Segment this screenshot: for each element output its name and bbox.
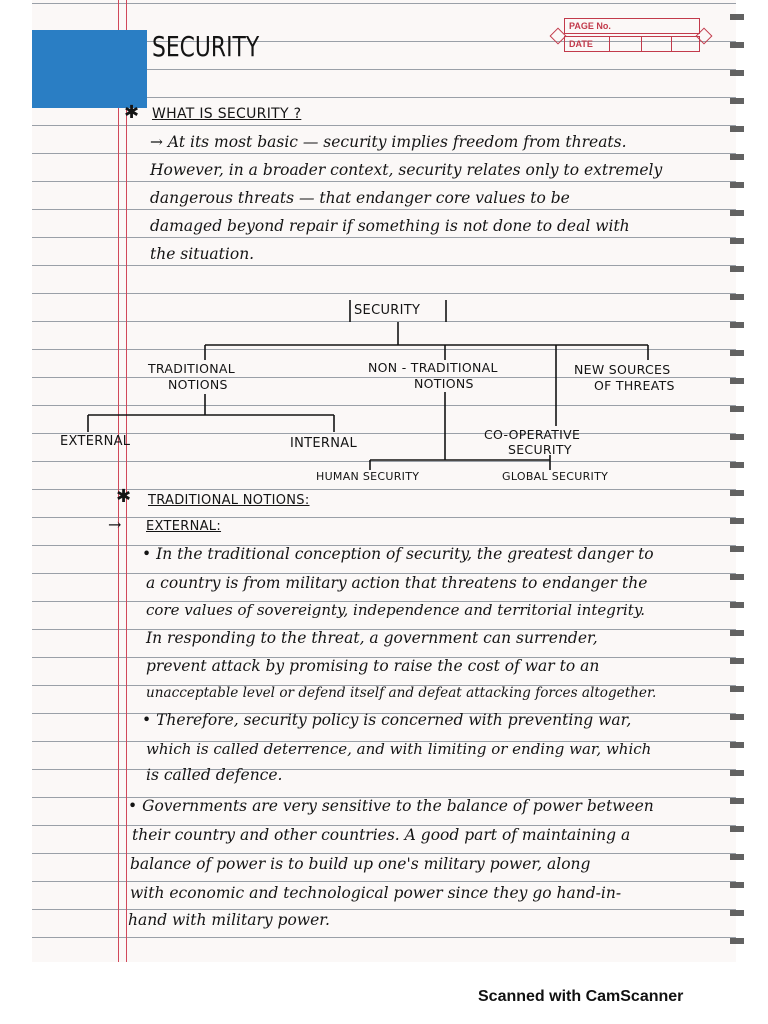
section2-line: a country is from military action that threatens to endanger the xyxy=(146,574,648,592)
diagram-root-label: SECURITY xyxy=(354,303,421,318)
section2-line: which is called deterrence, and with limiting or ending war, which xyxy=(146,740,652,758)
non-traditional-notions-line1: NON - TRADITIONAL xyxy=(368,360,498,375)
section2-line: • Governments are very sensitive to the balance of power between xyxy=(128,797,654,815)
section2-line: with economic and technological power since they go hand-in- xyxy=(130,884,622,902)
page-no-label: PAGE No. xyxy=(569,21,611,31)
global-security-label: GLOBAL SECURITY xyxy=(502,470,609,483)
section2-line: • In the traditional conception of security, the greatest danger to xyxy=(142,545,654,563)
section1-line: damaged beyond repair if something is not done to deal with xyxy=(150,217,630,235)
spiral-binding xyxy=(730,0,744,962)
section2-subheading: EXTERNAL: xyxy=(146,519,222,534)
page-title: SECURITY xyxy=(152,30,260,63)
scanner-watermark: Scanned with CamScanner xyxy=(478,988,684,1005)
cooperative-line2: SECURITY xyxy=(508,442,572,457)
section2-line: unacceptable level or defend itself and defeat attacking forces altogether. xyxy=(146,685,657,701)
section2-line: • Therefore, security policy is concerned with preventing war, xyxy=(142,711,632,729)
section2-line: hand with military power. xyxy=(128,911,330,929)
asterisk-bullet-icon: ✱ xyxy=(124,102,140,123)
non-traditional-notions-line2: NOTIONS xyxy=(414,376,474,391)
traditional-notions-line2: NOTIONS xyxy=(168,377,228,392)
human-security-label: HUMAN SECURITY xyxy=(316,470,420,483)
date-label: DATE xyxy=(569,39,593,49)
section1-line: → At its most basic — security implies freedom from threats. xyxy=(150,133,627,151)
page-stamp xyxy=(552,16,712,56)
section2-line: balance of power is to build up one's military power, along xyxy=(130,855,591,873)
section1-line: dangerous threats — that endanger core values to be xyxy=(150,189,570,207)
traditional-notions-line1: TRADITIONAL xyxy=(148,361,236,376)
section2-line: prevent attack by promising to raise the cost of war to an xyxy=(146,657,600,675)
new-sources-line1: NEW SOURCES xyxy=(574,362,671,377)
asterisk-bullet-icon: ✱ xyxy=(116,486,132,507)
external-label: EXTERNAL xyxy=(60,434,131,449)
internal-label: INTERNAL xyxy=(290,436,358,451)
section2-line: In responding to the threat, a government can surrender, xyxy=(146,629,598,647)
section1-line: However, in a broader context, security relates only to extremely xyxy=(150,161,663,179)
margin-line-left xyxy=(118,0,119,962)
cooperative-line1: CO-OPERATIVE xyxy=(484,427,581,442)
section1-heading: WHAT IS SECURITY ? xyxy=(152,106,302,122)
section2-line: is called defence. xyxy=(146,766,283,784)
date-field xyxy=(564,36,700,52)
section2-line: core values of sovereignty, independence and territorial integrity. xyxy=(146,601,646,619)
arrow-icon: → xyxy=(108,515,122,534)
new-sources-line2: OF THREATS xyxy=(594,378,675,393)
section1-line: the situation. xyxy=(150,245,255,263)
page-no-field xyxy=(564,18,700,34)
margin-line-right xyxy=(126,0,127,962)
blue-tab-marker xyxy=(32,30,147,108)
section2-line: their country and other countries. A good part of maintaining a xyxy=(132,826,631,844)
section2-heading: TRADITIONAL NOTIONS: xyxy=(148,493,310,508)
